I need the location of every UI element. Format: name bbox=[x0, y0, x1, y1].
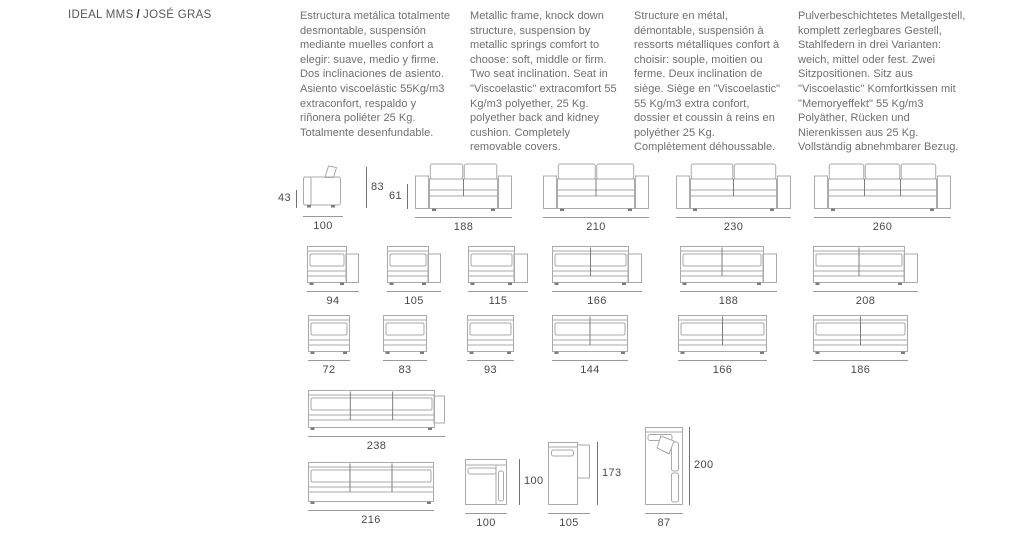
module-armless-72 bbox=[308, 315, 350, 361]
module-arm-238-width-label: 238 bbox=[366, 440, 387, 452]
title-separator: / bbox=[136, 9, 141, 21]
module-armless-186 bbox=[813, 315, 908, 361]
sofa-260 bbox=[814, 163, 951, 218]
module-armless-93-drawing bbox=[467, 315, 514, 356]
page-title bbox=[68, 9, 212, 21]
module-arm-94-width-label: 94 bbox=[326, 295, 340, 307]
sofa-188 bbox=[415, 163, 512, 218]
sofa-210-width-label: 210 bbox=[586, 221, 606, 233]
module-armless-166-width-label: 166 bbox=[712, 364, 733, 376]
module-armless-216-drawing bbox=[308, 462, 434, 506]
description-fr: Structure en métal, démontable, suspensión à ressorts métalliques confort à choisir: souple, moitien ou ferme. Deux inclination de siège. Siège en "Viscoelastic" 55 Kg/m3 extra confort, dossier et coussin à reins en polyéther 25 Kg. Complètement déhoussable. bbox=[634, 10, 781, 154]
sofa-260-dim-line bbox=[814, 217, 951, 218]
sofa-230-dim-line bbox=[676, 217, 791, 218]
module-arm-238-drawing bbox=[308, 390, 445, 432]
corner-top-view-100 bbox=[465, 459, 507, 514]
module-arm-188-drawing bbox=[680, 246, 777, 287]
module-armless-83-width-label: 83 bbox=[398, 364, 412, 376]
chaise-top-view-87-dim-line bbox=[645, 513, 683, 514]
chaise-top-view-87-vdim-label-200: 200 bbox=[694, 459, 714, 471]
chaise-top-view-87-drawing bbox=[645, 427, 683, 509]
module-arm-105 bbox=[387, 246, 441, 292]
sofa-210-dim-line bbox=[543, 217, 649, 218]
chaise-top-view-87-width-label: 87 bbox=[657, 517, 671, 529]
sofa-260-width-label: 260 bbox=[872, 221, 893, 233]
armchair-side-view-100-width-label: 100 bbox=[313, 220, 333, 232]
module-armless-83 bbox=[383, 315, 427, 361]
sofa-210 bbox=[543, 163, 649, 218]
module-armless-186-width-label: 186 bbox=[850, 364, 871, 376]
module-armless-93-width-label: 93 bbox=[483, 364, 498, 376]
module-armless-144-width-label: 144 bbox=[580, 364, 600, 376]
module-arm-105-drawing bbox=[387, 246, 441, 287]
module-armless-72-dim-line bbox=[308, 360, 350, 361]
chaise-top-view-105-drawing bbox=[548, 442, 590, 509]
module-armless-216 bbox=[308, 462, 434, 511]
module-armless-144-dim-line bbox=[552, 360, 628, 361]
module-armless-166 bbox=[678, 315, 767, 361]
armchair-side-view-100-vdim-line-83 bbox=[366, 167, 367, 208]
sofa-230-drawing bbox=[676, 163, 791, 213]
chaise-top-view-87-vdim-line-200 bbox=[689, 427, 690, 505]
module-arm-115-width-label: 115 bbox=[488, 295, 508, 307]
module-arm-188-width-label: 188 bbox=[718, 295, 739, 307]
module-arm-166 bbox=[552, 246, 642, 292]
module-armless-72-width-label: 72 bbox=[322, 364, 336, 376]
module-armless-186-drawing bbox=[813, 315, 908, 356]
module-arm-166-dim-line bbox=[552, 291, 642, 292]
module-arm-105-dim-line bbox=[387, 291, 441, 292]
sofa-188-vdim-label-61: 61 bbox=[388, 189, 402, 202]
module-armless-166-dim-line bbox=[678, 360, 767, 361]
module-arm-208-width-label: 208 bbox=[855, 295, 876, 307]
corner-top-view-100-dim-line bbox=[465, 513, 507, 514]
chaise-top-view-105-vdim-line-173 bbox=[597, 442, 598, 505]
module-arm-94-dim-line bbox=[307, 291, 359, 292]
armchair-side-view-100-vdim-label-43: 43 bbox=[277, 192, 291, 204]
chaise-top-view-105-vdim-label-173: 173 bbox=[602, 466, 622, 479]
module-arm-115-drawing bbox=[468, 246, 528, 287]
module-armless-166-drawing bbox=[678, 315, 767, 356]
module-arm-115 bbox=[468, 246, 528, 292]
brand-name: IDEAL MMS bbox=[68, 9, 134, 21]
armchair-side-view-100-drawing bbox=[303, 165, 343, 212]
chaise-top-view-105-dim-line bbox=[548, 513, 590, 514]
module-arm-105-width-label: 105 bbox=[404, 295, 424, 307]
sofa-188-width-label: 188 bbox=[453, 221, 474, 233]
sofa-230 bbox=[676, 163, 791, 218]
corner-top-view-100-vdim-label-100: 100 bbox=[524, 475, 544, 487]
module-armless-216-dim-line bbox=[308, 510, 434, 511]
module-arm-208-drawing bbox=[813, 246, 918, 287]
module-armless-72-drawing bbox=[308, 315, 350, 356]
module-arm-238 bbox=[308, 390, 445, 437]
module-arm-238-dim-line bbox=[308, 436, 445, 437]
module-arm-166-width-label: 166 bbox=[587, 295, 607, 307]
module-arm-115-dim-line bbox=[468, 291, 528, 292]
chaise-top-view-105 bbox=[548, 442, 590, 514]
module-armless-186-dim-line bbox=[813, 360, 908, 361]
description-en: Metallic frame, knock down structure, suspension by metallic springs comfort to choose: soft, middle or firm. Two seat inclination. Seat in "Viscoelastic" extracomfort 55 Kg/m3 polyether, 25 Kg. polyether back and kidney cushion. Completely removable covers. bbox=[470, 10, 617, 154]
module-arm-166-drawing bbox=[552, 246, 642, 287]
chaise-top-view-105-width-label: 105 bbox=[559, 517, 579, 529]
module-armless-144 bbox=[552, 315, 628, 361]
module-armless-93-dim-line bbox=[467, 360, 514, 361]
corner-top-view-100-drawing bbox=[465, 459, 507, 509]
sofa-260-drawing bbox=[814, 163, 951, 213]
module-armless-83-dim-line bbox=[383, 360, 427, 361]
module-arm-188 bbox=[680, 246, 777, 292]
armchair-side-view-100 bbox=[303, 165, 343, 217]
corner-top-view-100-vdim-line-100 bbox=[519, 459, 520, 505]
armchair-side-view-100-vdim-label-83: 83 bbox=[371, 180, 385, 193]
sofa-210-drawing bbox=[543, 163, 649, 213]
module-arm-94-drawing bbox=[307, 246, 359, 287]
description-de: Pulverbeschichtetes Metallgestell, komplett zerlegbares Gestell, Stahlfedern in drei Varianten: weich, mittel oder fest. Zwei Sitzpositionen. Sitz aus "Viscoelastic" Komfortkissen mit "Memoryeffekt" 55 Kg/m3 Polyäther, Rücken und Nierenkissen aus 25 Kg. Vollständig abnehmbarer Bezug. bbox=[798, 10, 966, 154]
sofa-188-drawing bbox=[415, 163, 512, 213]
designer-name: JOSÉ GRAS bbox=[143, 9, 212, 21]
sofa-188-vdim-line-61 bbox=[407, 184, 408, 209]
module-arm-208 bbox=[813, 246, 918, 292]
module-armless-144-drawing bbox=[552, 315, 628, 356]
chaise-top-view-87 bbox=[645, 427, 683, 514]
module-armless-83-drawing bbox=[383, 315, 427, 356]
module-arm-94 bbox=[307, 246, 359, 292]
module-armless-93 bbox=[467, 315, 514, 361]
module-armless-216-width-label: 216 bbox=[361, 514, 381, 526]
sofa-230-width-label: 230 bbox=[723, 221, 744, 233]
armchair-side-view-100-vdim-line-43 bbox=[296, 190, 297, 208]
module-arm-208-dim-line bbox=[813, 291, 918, 292]
description-es: Estructura metálica totalmente desmontable, suspensión mediante muelles confort a elegir: suave, medio y firme. Dos inclinaciones de asiento. Asiento viscoelástic 55Kg/m3 extraconfort, respaldo y riñonera poliéter 25 Kg. Totalmente desenfundable. bbox=[300, 10, 451, 139]
sofa-188-dim-line bbox=[415, 217, 512, 218]
module-arm-188-dim-line bbox=[680, 291, 777, 292]
corner-top-view-100-width-label: 100 bbox=[476, 517, 496, 529]
armchair-side-view-100-dim-line bbox=[303, 216, 343, 217]
